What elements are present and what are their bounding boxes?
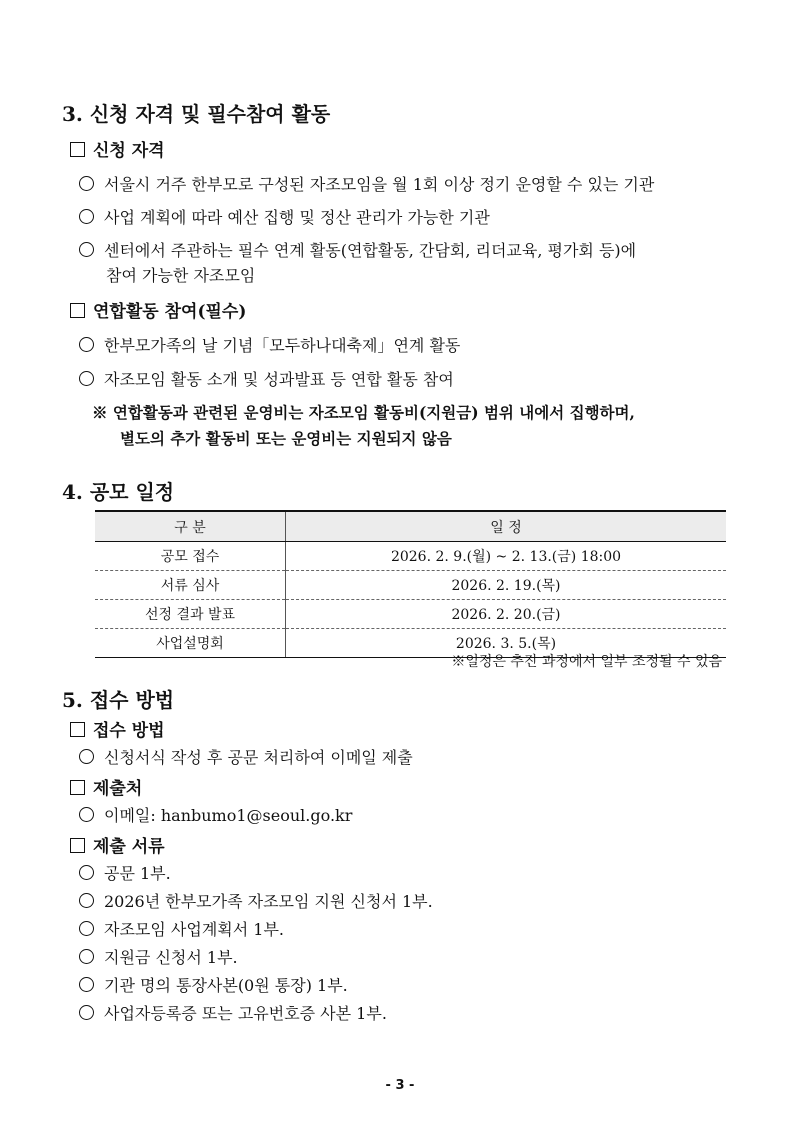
checkbox-square-icon (70, 142, 85, 157)
list-item-text: 한부모가족의 날 기념「모두하나대축제」연계 활동 (104, 336, 461, 355)
table-row (95, 542, 726, 571)
table-cell: 2026. 2. 19.(목) (286, 571, 727, 600)
section-5-title: 5. 접수 방법 (62, 688, 175, 712)
checkbox-square-icon (70, 303, 85, 318)
table-note: ※일정은 추진 과정에서 일부 조정될 수 있음 (451, 654, 722, 670)
subsection-label: 제출처 (93, 779, 143, 799)
section-3-title: 3. 신청 자격 및 필수참여 활동 (62, 102, 331, 126)
checkbox-square-icon (70, 780, 85, 795)
note-line: 별도의 추가 활동비 또는 운영비는 지원되지 않음 (120, 429, 452, 448)
table-row (95, 571, 726, 600)
table-cell: 2026. 2. 20.(금) (286, 600, 727, 629)
list-item-text: 서울시 거주 한부모로 구성된 자조모임을 월 1회 이상 정기 운영할 수 있는 기관 (104, 175, 655, 194)
list-item (79, 745, 413, 768)
list-item (79, 205, 490, 228)
table-cell: 2026. 2. 9.(월) ~ 2. 13.(금) 18:00 (286, 542, 727, 571)
list-item-text: 사업자등록증 또는 고유번호증 사본 1부. (104, 1004, 387, 1023)
circle-bullet-icon (79, 893, 94, 908)
list-item (79, 803, 352, 826)
subsection-joint-activity (70, 297, 246, 322)
subsection-submit-to (70, 774, 142, 799)
circle-bullet-icon (79, 371, 94, 386)
circle-bullet-icon (79, 865, 94, 880)
list-item (79, 172, 654, 195)
list-item-text: 2026년 한부모가족 자조모임 지원 신청서 1부. (104, 892, 433, 911)
subsection-documents (70, 832, 165, 857)
list-item (79, 973, 348, 996)
subsection-label: 제출 서류 (93, 837, 165, 857)
table-cell: 공모 접수 (95, 542, 286, 571)
circle-bullet-icon (79, 209, 94, 224)
list-item (79, 889, 433, 912)
table-header-cell: 구 분 (95, 511, 286, 542)
table-cell: 선정 결과 발표 (95, 600, 286, 629)
list-item-text: 센터에서 주관하는 필수 연계 활동(연합활동, 간담회, 리더교육, 평가회 등)에 (104, 241, 637, 260)
list-item (79, 917, 284, 940)
checkbox-square-icon (70, 838, 85, 853)
list-item (79, 945, 238, 968)
list-item (79, 861, 171, 884)
list-item-continuation: 참여 가능한 자조모임 (106, 266, 256, 285)
circle-bullet-icon (79, 949, 94, 964)
page-number: - 3 - (385, 1078, 415, 1093)
table-cell: 서류 심사 (95, 571, 286, 600)
list-item (79, 238, 636, 261)
circle-bullet-icon (79, 977, 94, 992)
subsection-submit-method (70, 716, 165, 741)
list-item (79, 1001, 387, 1024)
note-line: ※ 연합활동과 관련된 운영비는 자조모임 활동비(지원금) 범위 내에서 집행하며, (92, 403, 635, 422)
list-item (79, 367, 454, 390)
list-item-text: 기관 명의 통장사본(0원 통장) 1부. (104, 976, 348, 995)
list-item-text: 신청서식 작성 후 공문 처리하여 이메일 제출 (104, 748, 413, 767)
circle-bullet-icon (79, 242, 94, 257)
circle-bullet-icon (79, 1005, 94, 1020)
circle-bullet-icon (79, 176, 94, 191)
list-item-text: 자조모임 활동 소개 및 성과발표 등 연합 활동 참여 (104, 370, 454, 389)
table-cell: 2026. 3. 5.(목) (286, 629, 727, 658)
table-header-row (95, 511, 726, 542)
circle-bullet-icon (79, 749, 94, 764)
list-item (79, 333, 460, 356)
circle-bullet-icon (79, 921, 94, 936)
subsection-label: 신청 자격 (93, 141, 165, 161)
list-item-text: 사업 계획에 따라 예산 집행 및 정산 관리가 가능한 기관 (104, 208, 490, 227)
subsection-label: 연합활동 참여(필수) (93, 302, 247, 322)
section-4-title: 4. 공모 일정 (62, 480, 175, 504)
subsection-eligibility (70, 136, 165, 161)
schedule-table (95, 510, 726, 658)
checkbox-square-icon (70, 722, 85, 737)
table-row (95, 600, 726, 629)
circle-bullet-icon (79, 807, 94, 822)
subsection-label: 접수 방법 (93, 721, 165, 741)
email-text: 이메일: hanbumo1@seoul.go.kr (104, 806, 353, 825)
list-item-text: 자조모임 사업계획서 1부. (104, 920, 284, 939)
table-cell: 사업설명회 (95, 629, 286, 658)
circle-bullet-icon (79, 337, 94, 352)
list-item-text: 공문 1부. (104, 864, 171, 883)
table-header-cell: 일 정 (286, 511, 727, 542)
list-item-text: 지원금 신청서 1부. (104, 948, 238, 967)
